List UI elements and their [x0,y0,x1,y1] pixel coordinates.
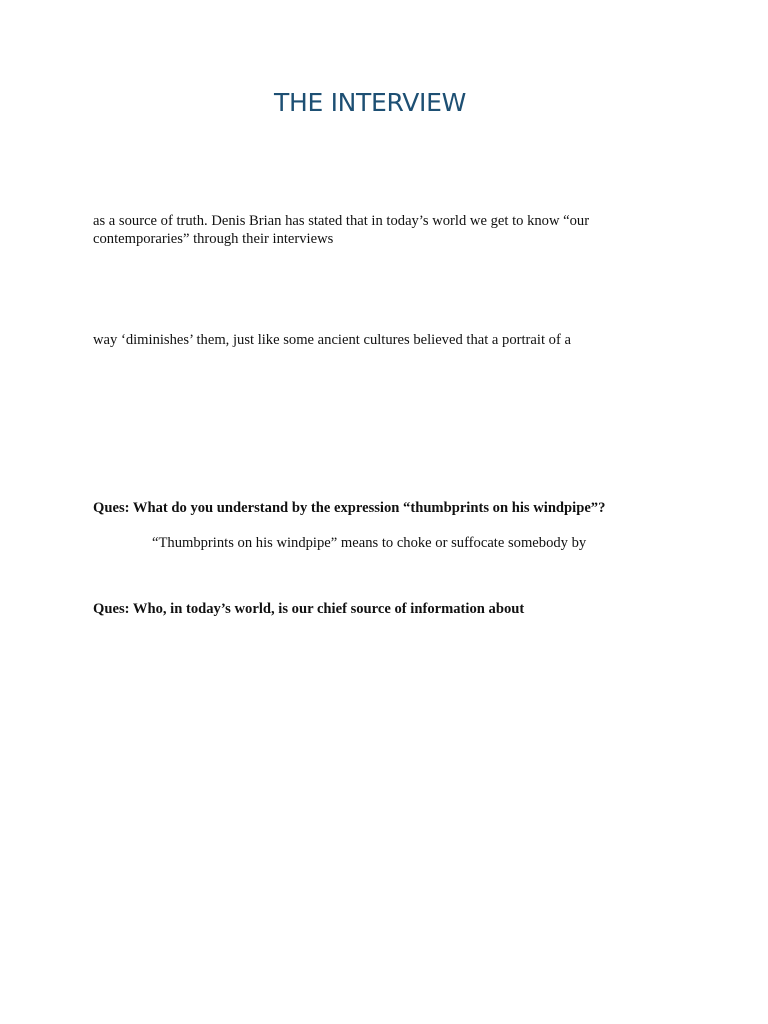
paragraph-1-line-1: as a source of truth. Denis Brian has stated that in today’s world we get to know “our [93,213,590,229]
document-title: THE INTERVIEW [273,88,467,117]
answer-thumbprints: “Thumbprints on his windpipe” means to choke or suffocate somebody by [152,535,587,551]
paragraph-1-line-2: contemporaries” through their interviews [93,231,334,247]
paragraph-source-of-truth [93,212,693,248]
paragraph-diminishes: way ‘diminishes’ them, just like some ancient cultures believed that a portrait of a [93,332,571,348]
question-thumbprints: Ques: What do you understand by the expression “thumbprints on his windpipe”? [93,500,606,516]
question-chief-source: Ques: Who, in today’s world, is our chief source of information about [93,601,525,617]
